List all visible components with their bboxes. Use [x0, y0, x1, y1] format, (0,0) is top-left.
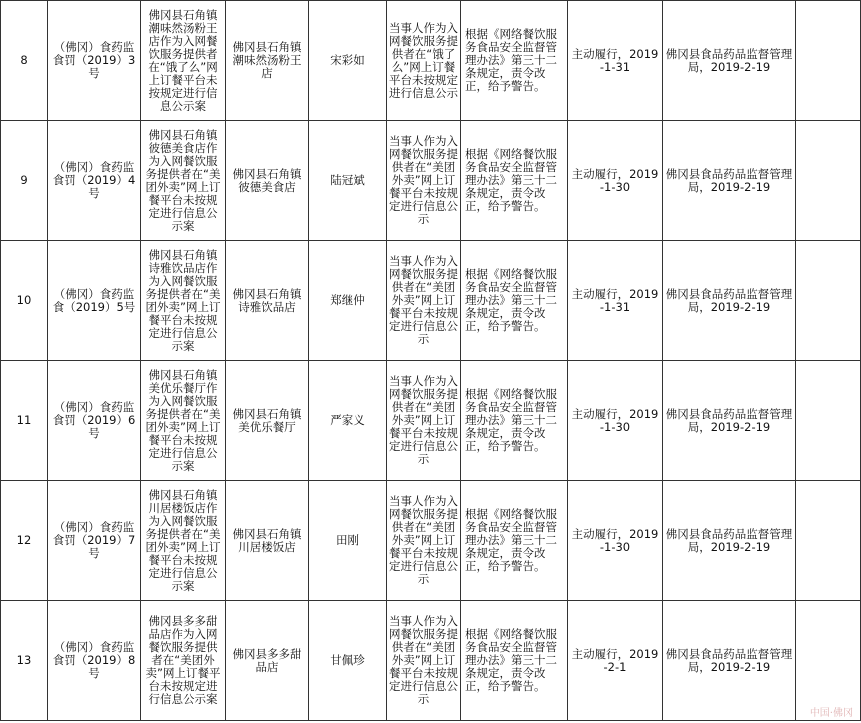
document-number: （佛冈）食药监食罚（2019）7号	[48, 481, 141, 601]
table-row	[1, 121, 861, 241]
agency-date: 佛冈县食品药品监督管理局，2019-2-19	[663, 121, 796, 241]
case-name: 佛冈县石角镇彼德美食店作为入网餐饮服务提供者在“美团外卖”网上订餐平台未按规定进行信息公示案	[141, 121, 226, 241]
party-name: 佛冈县石角镇川居楼饭店	[226, 481, 309, 601]
performance-status: 主动履行，2019-2-1	[568, 601, 663, 721]
table-row	[1, 1, 861, 121]
empty-cell	[796, 1, 861, 121]
violation-facts: 当事人作为入网餐饮服务提供者在“美团外卖”网上订餐平台未按规定进行信息公示	[387, 241, 461, 361]
case-name: 佛冈县多多甜品店作为入网餐饮服务提供者在“美团外卖”网上订餐平台未按规定进行信息公示案	[141, 601, 226, 721]
document-number: （佛冈）食药监食罚（2019）6号	[48, 361, 141, 481]
party-name: 佛冈县石角镇潮味然汤粉王店	[226, 1, 309, 121]
performance-status: 主动履行，2019-1-30	[568, 121, 663, 241]
penalty-basis: 根据《网络餐饮服务食品安全监督管理办法》第三十二条规定，责令改正，给予警告。	[461, 481, 568, 601]
document-number: （佛冈）食药监食罚（2019）4号	[48, 121, 141, 241]
case-name: 佛冈县石角镇美优乐餐厅作为入网餐饮服务提供者在“美团外卖”网上订餐平台未按规定进行信息公示案	[141, 361, 226, 481]
empty-cell	[796, 121, 861, 241]
row-number: 12	[1, 481, 48, 601]
party-name: 佛冈县石角镇诗雅饮品店	[226, 241, 309, 361]
table-row	[1, 241, 861, 361]
violation-facts: 当事人作为入网餐饮服务提供者在“饿了么”网上订餐平台未按规定进行信息公示	[387, 1, 461, 121]
legal-person: 严家义	[309, 361, 387, 481]
row-number: 9	[1, 121, 48, 241]
penalty-basis: 根据《网络餐饮服务食品安全监督管理办法》第三十二条规定，责令改正，给予警告。	[461, 241, 568, 361]
watermark: 中国·佛冈	[809, 708, 853, 719]
legal-person: 宋彩如	[309, 1, 387, 121]
penalty-basis: 根据《网络餐饮服务食品安全监督管理办法》第三十二条规定，责令改正，给予警告。	[461, 121, 568, 241]
empty-cell	[796, 241, 861, 361]
document-number: （佛冈）食药监食罚（2019）3号	[48, 1, 141, 121]
row-number: 8	[1, 1, 48, 121]
case-name: 佛冈县石角镇诗雅饮品店作为入网餐饮服务提供者在“美团外卖”网上订餐平台未按规定进行信息公示案	[141, 241, 226, 361]
table-row	[1, 481, 861, 601]
row-number: 10	[1, 241, 48, 361]
agency-date: 佛冈县食品药品监督管理局，2019-2-19	[663, 1, 796, 121]
case-name: 佛冈县石角镇潮味然汤粉王店作为入网餐饮服务提供者在“饿了么”网上订餐平台未按规定进行信息公示案	[141, 1, 226, 121]
legal-person: 田刚	[309, 481, 387, 601]
empty-cell	[796, 361, 861, 481]
violation-facts: 当事人作为入网餐饮服务提供者在“美团外卖”网上订餐平台未按规定进行信息公示	[387, 121, 461, 241]
empty-cell	[796, 601, 861, 721]
agency-date: 佛冈县食品药品监督管理局，2019-2-19	[663, 361, 796, 481]
table-row	[1, 601, 861, 721]
case-name: 佛冈县石角镇川居楼饭店作为入网餐饮服务提供者在“美团外卖”网上订餐平台未按规定进行信息公示案	[141, 481, 226, 601]
row-number: 11	[1, 361, 48, 481]
party-name: 佛冈县石角镇彼德美食店	[226, 121, 309, 241]
legal-person: 陆冠斌	[309, 121, 387, 241]
performance-status: 主动履行，2019-1-31	[568, 241, 663, 361]
party-name: 佛冈县石角镇美优乐餐厅	[226, 361, 309, 481]
legal-person: 郑继仲	[309, 241, 387, 361]
performance-status: 主动履行，2019-1-30	[568, 361, 663, 481]
document-number: （佛冈）食药监食罚（2019）8号	[48, 601, 141, 721]
performance-status: 主动履行，2019-1-30	[568, 481, 663, 601]
penalty-basis: 根据《网络餐饮服务食品安全监督管理办法》第三十二条规定，责令改正，给予警告。	[461, 601, 568, 721]
penalty-basis: 根据《网络餐饮服务食品安全监督管理办法》第三十二条规定，责令改正，给予警告。	[461, 361, 568, 481]
agency-date: 佛冈县食品药品监督管理局，2019-2-19	[663, 601, 796, 721]
violation-facts: 当事人作为入网餐饮服务提供者在“美团外卖”网上订餐平台未按规定进行信息公示	[387, 481, 461, 601]
agency-date: 佛冈县食品药品监督管理局，2019-2-19	[663, 241, 796, 361]
performance-status: 主动履行，2019-1-31	[568, 1, 663, 121]
violation-facts: 当事人作为入网餐饮服务提供者在“美团外卖”网上订餐平台未按规定进行信息公示	[387, 361, 461, 481]
table-row	[1, 361, 861, 481]
row-number: 13	[1, 601, 48, 721]
party-name: 佛冈县多多甜品店	[226, 601, 309, 721]
legal-person: 甘佩珍	[309, 601, 387, 721]
agency-date: 佛冈县食品药品监督管理局，2019-2-19	[663, 481, 796, 601]
document-number: （佛冈）食药监食（2019）5号	[48, 241, 141, 361]
violation-facts: 当事人作为入网餐饮服务提供者在“美团外卖”网上订餐平台未按规定进行信息公示	[387, 601, 461, 721]
penalty-basis: 根据《网络餐饮服务食品安全监督管理办法》第三十二条规定，责令改正，给予警告。	[461, 1, 568, 121]
empty-cell	[796, 481, 861, 601]
